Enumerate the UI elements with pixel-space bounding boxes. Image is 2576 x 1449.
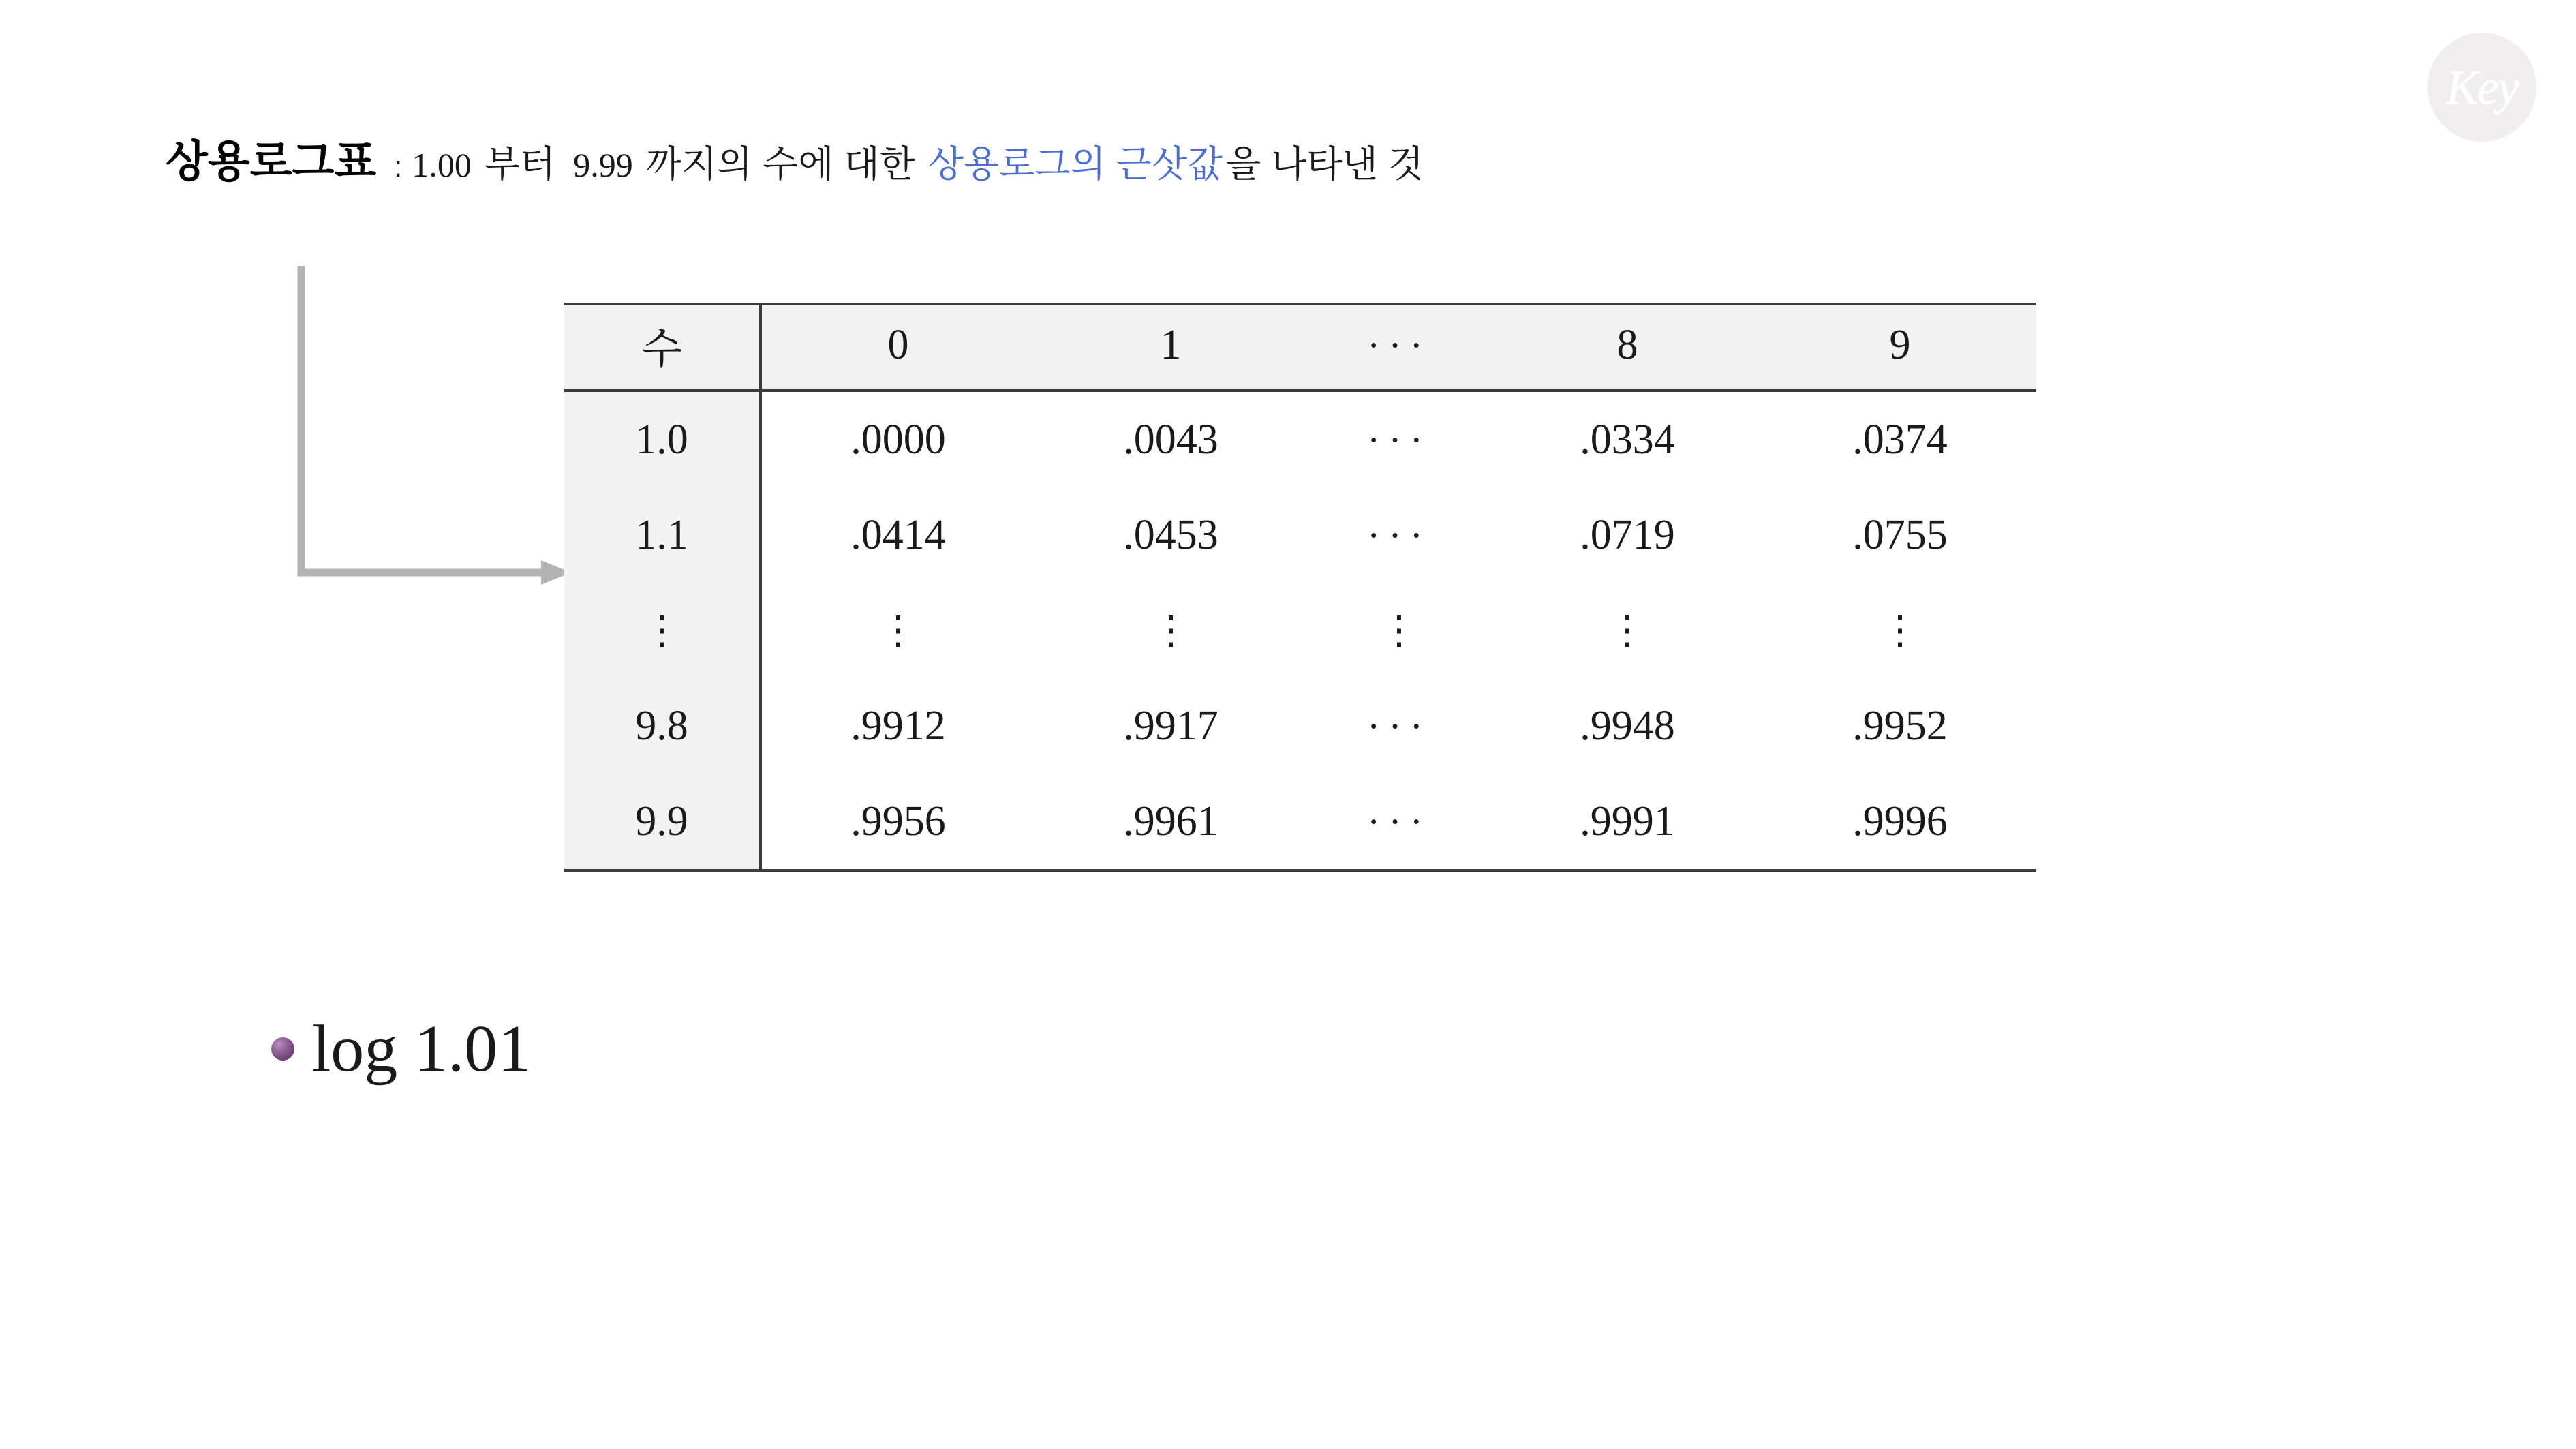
cell-value: .9917 <box>1123 702 1218 749</box>
table-header-row <box>564 304 2036 391</box>
cell-value: .9996 <box>1764 774 2036 870</box>
col-header-1: 1 <box>1034 304 1307 391</box>
key-logo-label: Key <box>2446 59 2518 115</box>
cell-value: .0755 <box>1852 511 1948 558</box>
col-header-8: 8 <box>1491 304 1764 391</box>
row-label: 9.8 <box>564 678 761 774</box>
cell-value: .0000 <box>850 416 946 463</box>
cell-ellipsis: ⋮ <box>1608 607 1647 652</box>
cell-value: .0374 <box>1852 416 1948 463</box>
cell-ellipsis: ··· <box>1367 703 1431 748</box>
range-from-word: 부터 <box>484 144 556 185</box>
bullet-dot-icon <box>271 1037 294 1061</box>
col-header-9: 9 <box>1764 304 2036 391</box>
cell-value: .0334 <box>1580 416 1675 463</box>
highlight-phrase: 상용로그의 근삿값 <box>927 144 1223 185</box>
table-row <box>564 774 2036 870</box>
range-to-value: 9.99 <box>573 146 633 184</box>
col-header-number: 수 <box>564 304 761 391</box>
cell-value: .0719 <box>1580 511 1675 558</box>
cell-ellipsis: ⋮ <box>878 607 918 652</box>
col-header-0: 0 <box>761 304 1034 391</box>
row-label: 1.1 <box>564 487 761 583</box>
row-label-ellipsis: ⋮ <box>564 583 761 678</box>
cell-value: .9956 <box>761 774 1034 870</box>
cell-value: .9912 <box>850 702 946 749</box>
cell-ellipsis: ··· <box>1307 774 1491 870</box>
bullet-item-label: log 1.01 <box>312 1012 532 1086</box>
page-title-colon: : <box>394 150 403 183</box>
cell-ellipsis: ⋮ <box>1880 607 1920 652</box>
page-title-term: 상용로그표 <box>166 137 377 186</box>
page-title <box>166 137 1424 186</box>
cell-ellipsis: ··· <box>1367 417 1431 462</box>
cell-value: .0043 <box>1123 416 1218 463</box>
bullet-item <box>271 1012 532 1086</box>
table-row-ellipsis <box>564 583 2036 678</box>
cell-value: .9991 <box>1491 774 1764 870</box>
range-from-value: 1.00 <box>412 146 472 184</box>
cell-value: .9952 <box>1852 702 1948 749</box>
log-table-container <box>564 303 2036 872</box>
range-to-word: 까지의 수에 대한 <box>645 144 915 185</box>
cell-value: .0453 <box>1123 511 1218 558</box>
elbow-arrow-icon <box>294 266 581 627</box>
row-label: 1.0 <box>564 391 761 487</box>
cell-ellipsis: ⋮ <box>1379 607 1419 652</box>
headline-tail: 을 나타낸 것 <box>1225 144 1424 185</box>
common-log-table <box>564 303 2036 872</box>
row-label: 9.9 <box>564 774 761 870</box>
cell-ellipsis: ⋮ <box>1151 607 1191 652</box>
table-row <box>564 678 2036 774</box>
table-row <box>564 391 2036 487</box>
cell-value: .9948 <box>1580 702 1675 749</box>
cell-value: .9961 <box>1034 774 1307 870</box>
table-row <box>564 487 2036 583</box>
key-logo <box>2427 33 2536 142</box>
col-header-ellipsis: ··· <box>1307 304 1491 391</box>
cell-ellipsis: ··· <box>1367 513 1431 558</box>
cell-value: .0414 <box>850 511 946 558</box>
